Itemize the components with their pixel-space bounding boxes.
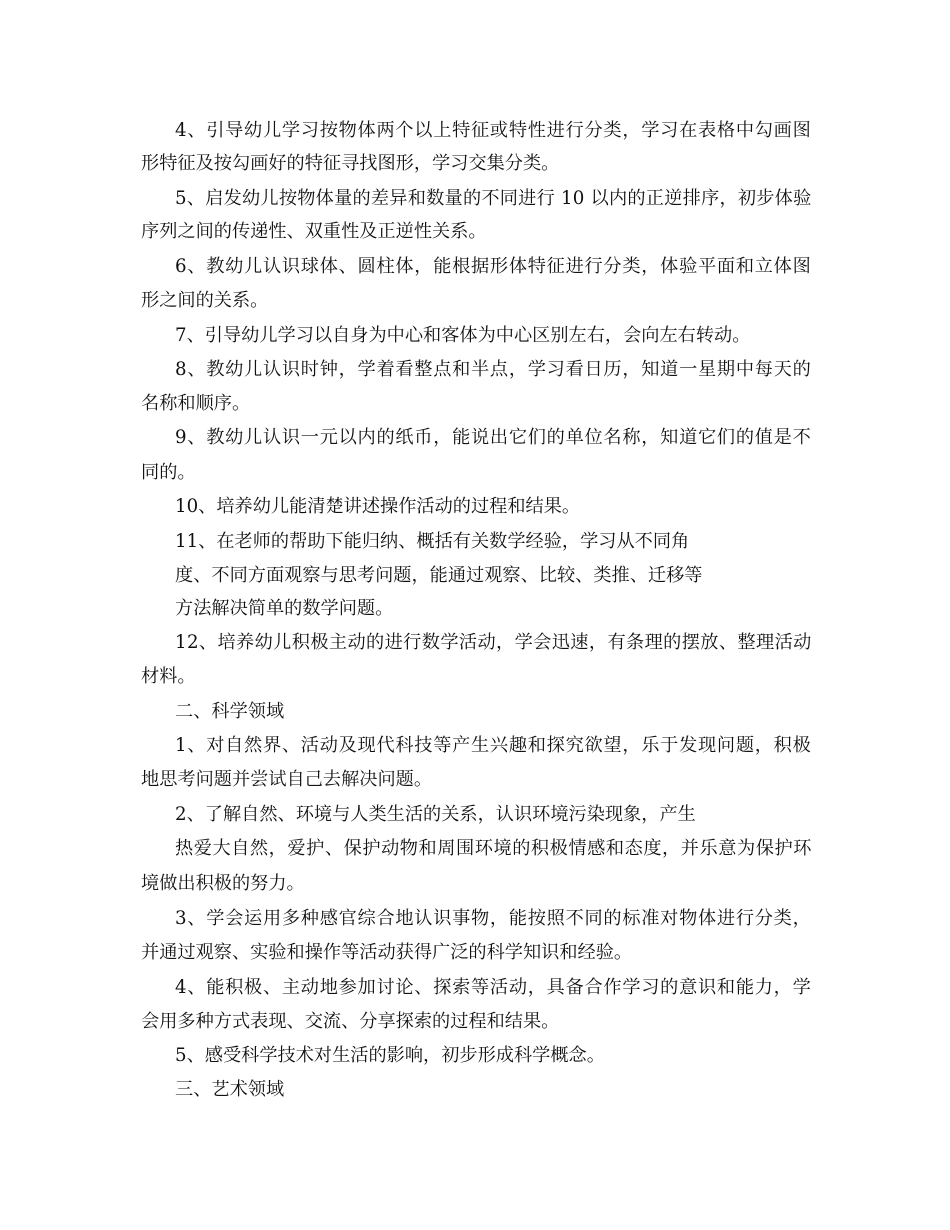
text-line: 3、学会运用多种感官综合地认识事物，能按照不同的标准对物体进行分类， bbox=[175, 908, 812, 929]
text-line: 1、对自然界、活动及现代科技等产生兴趣和探究欲望，乐于发现问题，积极 bbox=[175, 735, 812, 756]
text-line: 形之间的关系。 bbox=[141, 290, 269, 311]
text-line: 12、培养幼儿积极主动的进行数学活动，学会迅速，有条理的摆放、整理活动 bbox=[175, 632, 812, 653]
text-line: 二、科学领域 bbox=[175, 701, 285, 722]
text-line: 并通过观察、实验和操作等活动获得广泛的科学知识和经验。 bbox=[141, 942, 633, 963]
text-line: 4、能积极、主动地参加讨论、探索等活动，具备合作学习的意识和能力，学 bbox=[175, 977, 812, 998]
text-line: 2、了解自然、环境与人类生活的关系，认识环境污染现象，产生 bbox=[175, 804, 696, 825]
text-line: 10、培养幼儿能清楚讲述操作活动的过程和结果。 bbox=[175, 496, 581, 517]
text-line: 7、引导幼儿学习以自身为中心和客体为中心区别左右，会向左右转动。 bbox=[175, 325, 751, 346]
text-line: 热爱大自然，爱护、保护动物和周围环境的积极情感和态度，并乐意为保护环 bbox=[175, 838, 812, 859]
text-line: 6、教幼儿认识球体、圆柱体，能根据形体特征进行分类，体验平面和立体图 bbox=[175, 256, 812, 277]
text-line: 形特征及按勾画好的特征寻找图形，学习交集分类。 bbox=[141, 153, 560, 174]
text-line: 11、在老师的帮助下能归纳、概括有关数学经验，学习从不同角 bbox=[175, 531, 690, 552]
text-line: 同的。 bbox=[141, 462, 196, 483]
text-line: 地思考问题并尝试自己去解决问题。 bbox=[141, 769, 433, 790]
text-line: 9、教幼儿认识一元以内的纸币，能说出它们的单位名称，知道它们的值是不 bbox=[175, 427, 812, 448]
text-line: 序列之间的传递性、双重性及正逆性关系。 bbox=[141, 221, 487, 242]
text-line: 5、感受科学技术对生活的影响，初步形成科学概念。 bbox=[175, 1045, 605, 1066]
text-line: 境做出积极的努力。 bbox=[141, 873, 305, 894]
text-line: 度、不同方面观察与思考问题，能通过观察、比较、类推、迁移等 bbox=[175, 565, 703, 586]
text-line: 三、艺术领域 bbox=[175, 1079, 285, 1100]
text-line: 4、引导幼儿学习按物体两个以上特征或特性进行分类，学习在表格中勾画图 bbox=[175, 120, 812, 141]
text-line: 5、启发幼儿按物体量的差异和数量的不同进行 10 以内的正逆排序，初步体验 bbox=[175, 188, 812, 209]
text-line: 名称和顺序。 bbox=[141, 393, 251, 414]
text-line: 8、教幼儿认识时钟，学着看整点和半点，学习看日历，知道一星期中每天的 bbox=[175, 359, 812, 380]
text-line: 会用多种方式表现、交流、分享探索的过程和结果。 bbox=[141, 1011, 560, 1032]
text-line: 材料。 bbox=[141, 666, 196, 687]
text-line: 方法解决简单的数学问题。 bbox=[175, 598, 394, 619]
